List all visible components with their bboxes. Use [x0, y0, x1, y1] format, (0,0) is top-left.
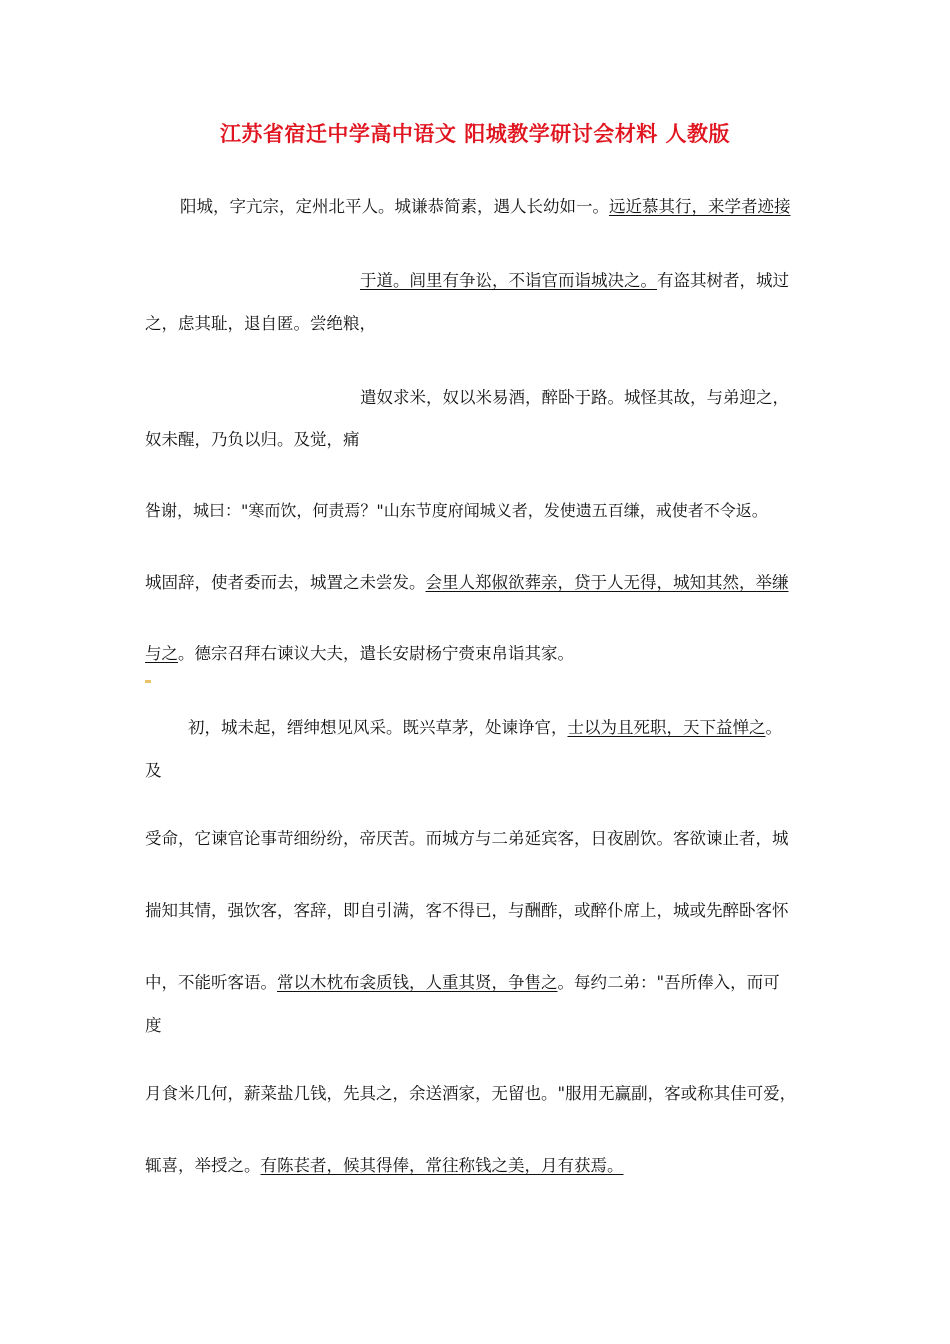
text-line: 于道。闾里有争讼，不诣官而诣城决之。有盗其树者，城过	[360, 271, 789, 290]
highlight-mark	[145, 680, 151, 683]
text-line: 度	[145, 1016, 162, 1035]
text-line: 与之。德宗召拜右谏议大夫，遣长安尉杨宁赍束帛诣其家。	[145, 644, 574, 663]
text-line: 初，城未起，缙绅想见风采。既兴草茅，处谏诤官，士以为且死职，天下益惮之。	[188, 718, 782, 737]
text-line: 月食米几何，薪菜盐几钱，先具之，余送酒家，无留也。"服用无赢副，客或称其佳可爱，	[145, 1084, 797, 1103]
text-line: 受命，它谏官论事苛细纷纷，帝厌苦。而城方与二弟延宾客，日夜剧饮。客欲谏止者，城	[145, 829, 789, 848]
document-title: 江苏省宿迁中学高中语文 阳城教学研讨会材料 人教版	[219, 122, 731, 146]
text-line: 辄喜，举授之。有陈苌者，候其得俸，常往称钱之美，月有获焉。	[145, 1156, 624, 1175]
text-line: 奴未醒，乃负以归。及觉，痛	[145, 430, 360, 449]
text-line: 咎谢，城曰："寒而饮，何责焉？"山东节度府闻城义者，发使遗五百缣，戒使者不令返。	[145, 501, 768, 520]
text-line: 及	[145, 761, 162, 780]
text-line: 之，虑其耻，退自匿。尝绝粮，	[145, 314, 376, 333]
text-line: 遣奴求米，奴以米易酒，醉卧于路。城怪其故，与弟迎之，	[360, 388, 789, 407]
text-line: 揣知其情，强饮客，客辞，即自引满，客不得已，与酬酢，或醉仆席上，城或先醉卧客怀	[145, 901, 789, 920]
text-line: 阳城，字亢宗，定州北平人。城谦恭简素，遇人长幼如一。远近慕其行，来学者迹接	[180, 197, 791, 216]
text-line: 中，不能听客语。常以木枕布衾质钱，人重其贤，争售之。每约二弟："吾所俸入，而可	[145, 973, 780, 992]
text-line: 城固辞，使者委而去，城置之未尝发。会里人郑俶欲葬亲，贷于人无得，城知其然，举缣	[145, 573, 789, 592]
